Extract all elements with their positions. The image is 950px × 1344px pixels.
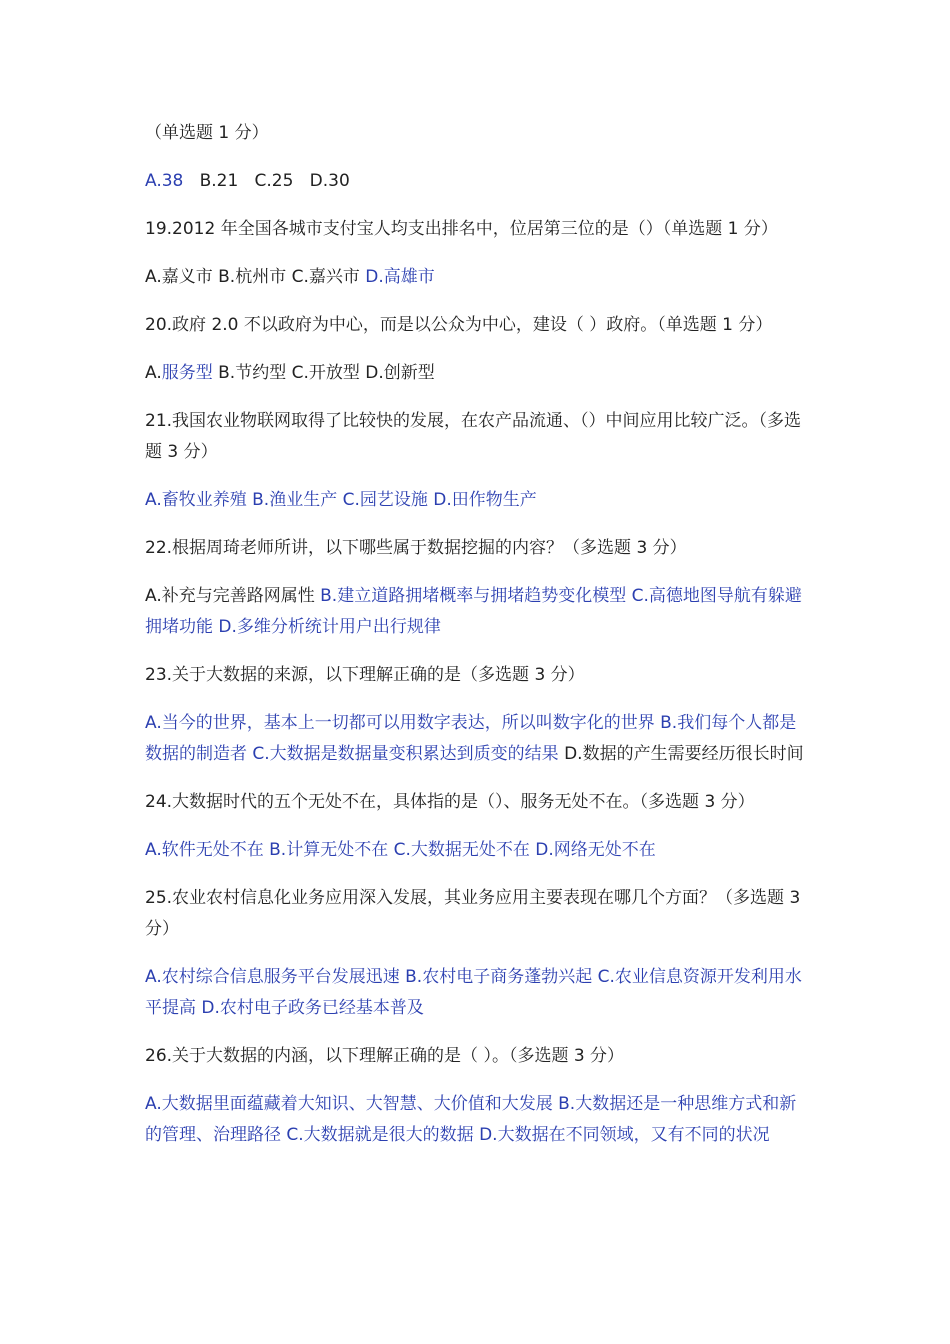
question-text: （单选题 1 分）: [145, 123, 269, 143]
answer-options: [145, 962, 812, 1024]
answer-options: [145, 581, 812, 643]
selected-option-text: A.大数据里面蕴藏着大知识、大智慧、大价值和大发展 B.大数据还是一种思维方式和新的管理、治理路径 C.大数据就是很大的数据 D.大数据在不同领域，又有不同的状况: [145, 1094, 797, 1145]
question-text: 23.关于大数据的来源，以下理解正确的是（多选题 3 分）: [145, 665, 585, 685]
selected-option-text: A.畜牧业养殖 B.渔业生产 C.园艺设施 D.田作物生产: [145, 490, 537, 510]
option-text: A.补充与完善路网属性: [145, 586, 321, 606]
answer-options: [145, 1089, 812, 1151]
answer-options: [145, 835, 812, 866]
option-text: B.21: [183, 171, 239, 191]
question-text: 26.关于大数据的内涵，以下理解正确的是（ ）。（多选题 3 分）: [145, 1046, 625, 1066]
answer-options: [145, 358, 812, 389]
answer-options: [145, 166, 812, 197]
answer-options: [145, 262, 812, 293]
question-text: 24.大数据时代的五个无处不在，具体指的是（）、服务无处不在。（多选题 3 分）: [145, 792, 755, 812]
option-text: D.数据的产生需要经历很长时间: [564, 744, 804, 764]
option-text: A.嘉义市 B.杭州市 C.嘉兴市: [145, 267, 366, 287]
selected-option-text: A.38: [145, 171, 184, 191]
option-text: C.25: [238, 171, 294, 191]
question-text: 20.政府 2.0 不以政府为中心，而是以公众为中心，建设（ ）政府。（单选题 1 分）: [145, 315, 773, 335]
option-text: A.: [145, 363, 162, 383]
selected-option-text: D.高雄市: [365, 267, 435, 287]
selected-option-text: A.软件无处不在 B.计算无处不在 C.大数据无处不在 D.网络无处不在: [145, 840, 656, 860]
answer-options: [145, 485, 812, 516]
selected-option-text: A.农村综合信息服务平台发展迅速 B.农村电子商务蓬勃兴起 C.农业信息资源开发利用水平提高 D.农村电子政务已经基本普及: [145, 967, 802, 1018]
question-text: 22.根据周琦老师所讲，以下哪些属于数据挖掘的内容？（多选题 3 分）: [145, 538, 687, 558]
question-text: 25.农业农村信息化业务应用深入发展，其业务应用主要表现在哪几个方面？（多选题 3 分）: [145, 888, 801, 939]
question-text: 21.我国农业物联网取得了比较快的发展，在农产品流通、（）中间应用比较广泛。（多选题 3 分）: [145, 411, 802, 462]
selected-option-text: 服务型: [161, 363, 213, 383]
option-text: D.30: [293, 171, 350, 191]
answer-options: [145, 708, 812, 770]
option-text: B.节约型 C.开放型 D.创新型: [212, 363, 435, 383]
selected-option-text: A.当今的世界，基本上一切都可以用数字表达，所以叫数字化的世界 B.我们每个人都是数据的制造者 C.大数据是数据量变积累达到质变的结果: [145, 713, 797, 764]
selected-option-text: B.建立道路拥堵概率与拥堵趋势变化模型 C.高德地图导航有躲避拥堵功能 D.多维分析统计用户出行规律: [145, 586, 802, 637]
question-text: 19.2012 年全国各城市支付宝人均支出排名中，位居第三位的是（）（单选题 1 分）: [145, 219, 778, 239]
